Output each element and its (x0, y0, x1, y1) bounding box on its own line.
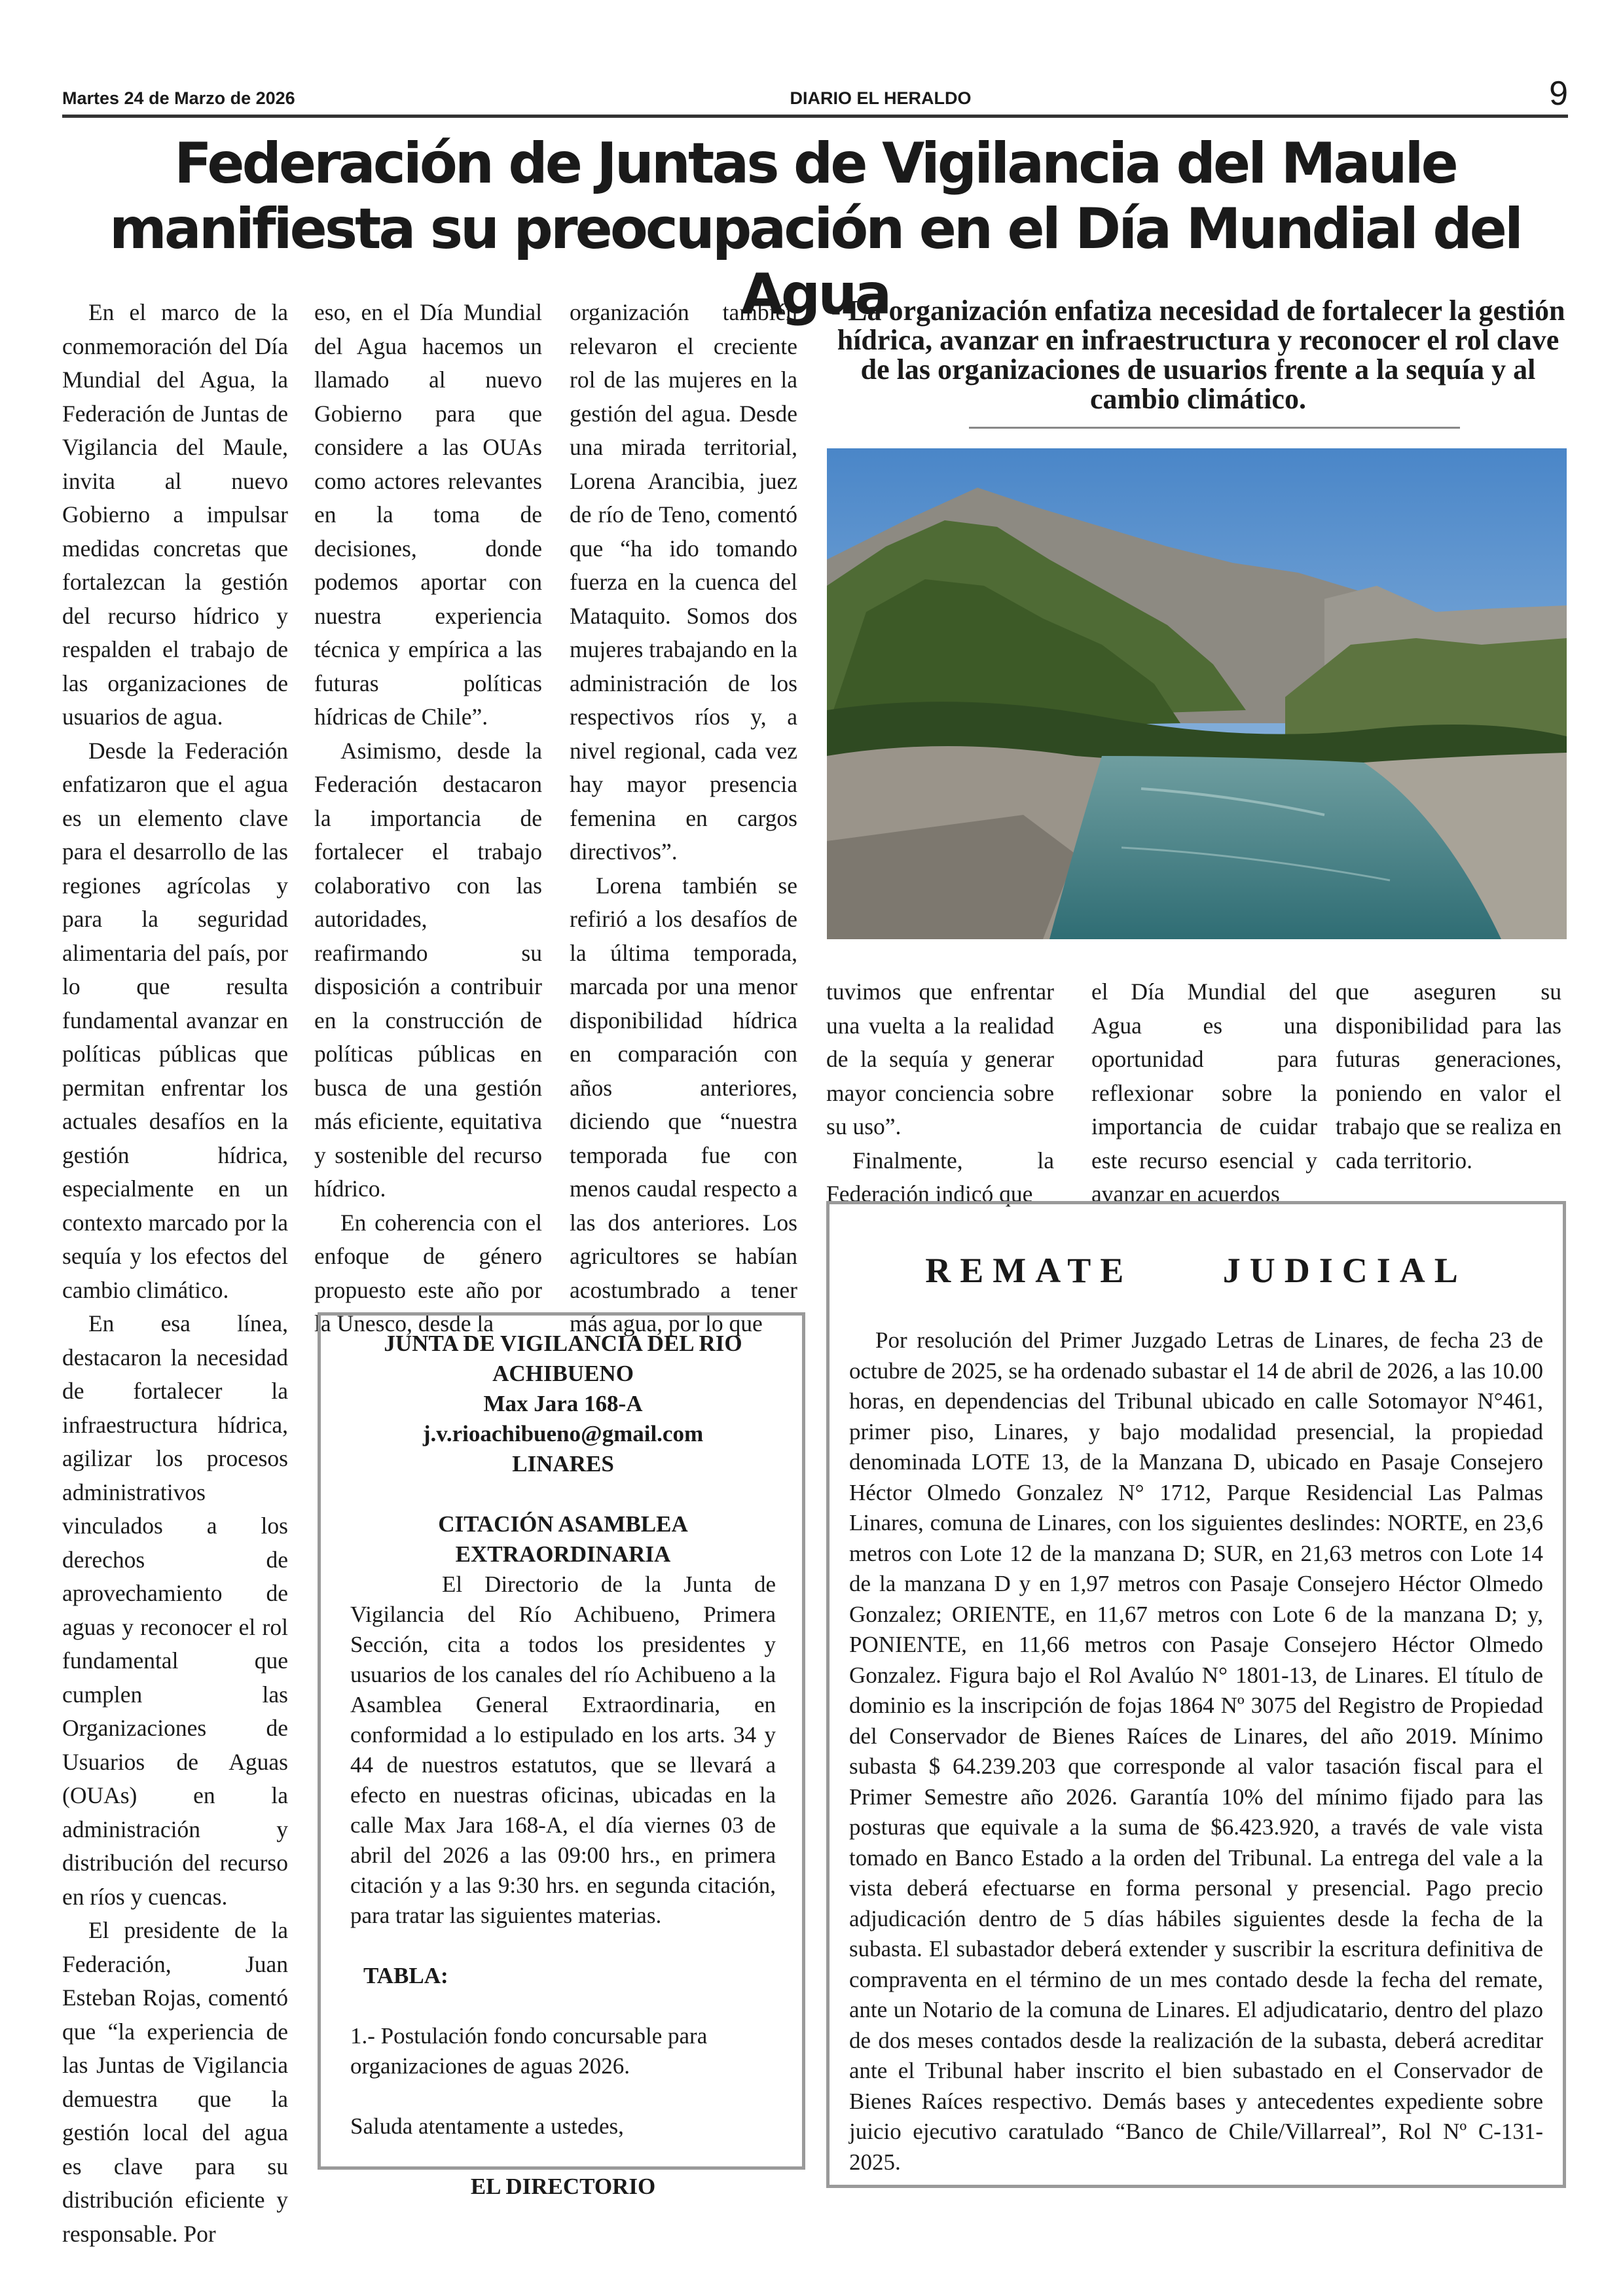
article-paragraph: Lorena también se refirió a los desafíos de la última temporada, marcada por una menor disponibilidad hídrica en comparación con años anteriores, diciendo que “nuestra temporada fue con menos caudal respecto a las dos anteriores. Los agricultores se habían acostumbrado a tener más agua, por lo que (570, 872, 797, 1336)
tabla-label: TABLA: (363, 1963, 448, 1988)
remate-body: Por resolución del Primer Juzgado Letras de Linares, de fecha 23 de octubre de 2025, se ha ordenado subastar el 14 de abril de 2026, a las 10.00 horas, en dependencias del Tribunal ubicado en calle Sotomayor N°461, primer piso, Linares, y bajo modalidad presencial, la propiedad denominada LOTE 13, de la Manzana D, ubicado en Pasaje Consejero Héctor Olmedo Gonzalez N° 1712, Parque Residencial Las Palmas Linares, comuna de Linares, con los siguientes deslindes: NORTE, en 23,6 metros con Lote 12 de la manzana D; SUR, en 21,63 metros con Lote 14 de la manzana D y en 1,97 metros con Pasaje Consejero Héctor Olmedo Gonzalez; ORIENTE, en 11,67 metros con Lote 6 de la manzana D; y, PONIENTE, en 11,66 metros con Pasaje Consejero Héctor Olmedo Gonzalez. Figura bajo el Rol Avalúo N° 1801-13, de Linares. El título de dominio es la inscripción de fojas 1864 Nº 3075 del Registro de Propiedad del Conservador de Bienes Raíces de Linares, del año 2019. Mínimo subasta $ 64.239.203 que corresponde al valor tasación fiscal para el Primer Semestre año 2026. Garantía 10% del mínimo fijado para las posturas que equivale a la suma de $6.423.920, a través de vale vista tomado en Banco Estado a la orden del Tribunal. La entrega del vale a la vista deberá efectuarse en forma personal y presencial. Pago precio adjudicación dentro de 5 días hábiles siguientes desde la fecha de la subasta. El subastador deberá extender y suscribir la escritura definitiva de compraventa en el término de un mes contado desde la fecha del remate, ante un Notario de la comuna de Linares. El adjudicatario, dentro del plazo de dos meses contados desde la realización de la subasta, deberá acreditar ante el Tribunal haber inscrito el bien subastado en el Conservador de Bienes Raíces respectivo. Demás bases y antecedentes expediente sobre juicio ejecutivo caratulado “Banco de Chile/Villarreal”, Rol Nº C-131-2025. (849, 1327, 1543, 2175)
junta-citation-notice (318, 1312, 805, 2199)
article-column-6 (1336, 975, 1561, 1177)
article-paragraph: En el marco de la conmemoración del Día Mundial del Agua, la Federación de Juntas de Vigilancia del Maule, invita al nuevo Gobierno a impulsar medidas concretas que fortalezcan la gestión del recurso hídrico y respalden el trabajo de las organizaciones de usuarios de agua. (62, 299, 288, 730)
article-paragraph: En coherencia con el enfoque de género propuesto este año por la Unesco, desde la (314, 1209, 542, 1336)
article-paragraph: En esa línea, destacaron la necesidad de fortalecer la infraestructura hídrica, agilizar los procesos administrativos vinculados a los derechos de aprovechamiento de aguas y reconocer el rol fundamental que cumplen las Organizaciones de Usuarios de Aguas (OUAs) en la administración y distribución del recurso en ríos y cuencas. (62, 1310, 288, 1910)
issue-date: Martes 24 de Marzo de 2026 (62, 88, 295, 108)
remate-title-word-1: REMATE (925, 1251, 1133, 1290)
page-header (62, 75, 1568, 121)
subheadline: - La organización enfatiza necesidad de fortalecer la gestión hídrica, avanzar en infraestructura y reconocer el rol clave de las organizaciones de usuarios frente a la sequía y al cambio climático. (831, 295, 1565, 415)
article-paragraph: que aseguren su disponibilidad para las futuras generaciones, poniendo en valor el trabajo que se realiza en cada territorio. (1336, 978, 1561, 1174)
article-paragraph: el Día Mundial del Agua es una oportunidad para reflexionar sobre la importancia de cuidar este recurso esencial y avanzar en acuerdos (1091, 978, 1317, 1207)
remate-title (830, 1250, 1563, 1291)
article-column-3 (570, 296, 797, 1341)
article-column-4 (826, 975, 1054, 1211)
signature: EL DIRECTORIO (470, 2174, 656, 2199)
junta-email: j.v.rioachibueno@gmail.com (422, 1421, 704, 1446)
citation-title-line-2: EXTRAORDINARIA (455, 1541, 671, 1567)
article-paragraph: Finalmente, la Federación indicó que (826, 1147, 1054, 1207)
article-paragraph: El presidente de la Federación, Juan Esteban Rojas, comentó que “la experiencia de las Juntas de Vigilancia demuestra que la gestión local del agua es clave para su distribución eficiente y responsable. Por (62, 1917, 288, 2247)
newspaper-name: DIARIO EL HERALDO (790, 88, 972, 108)
river-valley-photo (827, 448, 1567, 939)
greeting: Saluda atentamente a ustedes, (350, 2113, 624, 2139)
remate-title-word-2: JUDICIAL (1222, 1251, 1467, 1290)
junta-city: LINARES (512, 1451, 614, 1477)
remate-judicial-notice (826, 1201, 1566, 2188)
article-column-1 (62, 296, 288, 2251)
article-paragraph: Desde la Federación enfatizaron que el agua es un elemento clave para el desarrollo de las regiones agrícolas y para la seguridad alimentaria del país, por lo que resulta fundamental avanzar en políticas públicas que permitan enfrentar los actuales desafíos en la gestión hídrica, especialmente en un contexto marcado por la sequía y los efectos del cambio climático. (62, 737, 288, 1303)
article-paragraph: eso, en el Día Mundial del Agua hacemos un llamado al nuevo Gobierno para que considere a las OUAs como actores relevantes en la toma de decisiones, donde podemos aportar con nuestra experiencia técnica y empírica a las futuras políticas hídricas de Chile”. (314, 299, 542, 730)
landscape-illustration (827, 448, 1567, 939)
headline-line-1: Federación de Juntas de Vigilancia del Maule (174, 131, 1456, 196)
article-paragraph: tuvimos que enfrentar una vuelta a la realidad de la sequía y generar mayor conciencia sobre su uso”. (826, 978, 1054, 1139)
article-paragraph: organización también relevaron el creciente rol de las mujeres en la gestión del agua. Desde una mirada territorial, Lorena Arancibia, juez de río de Teno, comentó que “ha ido tomando fuerza en la cuenca del Mataquito. Somos dos mujeres trabajando en la administración de los respectivos ríos y, a nivel regional, cada vez hay mayor presencia femenina en cargos directivos”. (570, 299, 797, 865)
junta-org-line-2: ACHIBUENO (492, 1361, 634, 1386)
junta-address: Max Jara 168-A (483, 1391, 643, 1416)
page-number: 9 (1549, 75, 1568, 113)
junta-org-line-1: JUNTA DE VIGILANCIA DEL RIO (384, 1331, 742, 1356)
article-column-5 (1091, 975, 1317, 1211)
article-paragraph: Asimismo, desde la Federación destacaron la importancia de fortalecer el trabajo colaborativo con las autoridades, reafirmando su disposición a contribuir en la construcción de políticas públicas en busca de una gestión más eficiente, equitativa y sostenible del recurso hídrico. (314, 737, 542, 1202)
citation-title-line-1: CITACIÓN ASAMBLEA (438, 1511, 688, 1537)
subheadline-rule (969, 427, 1460, 429)
tabla-item: 1.- Postulación fondo concursable para organizaciones de aguas 2026. (350, 2023, 708, 2079)
article-column-2 (314, 296, 542, 1341)
header-rule (62, 115, 1568, 118)
citation-body: El Directorio de la Junta de Vigilancia del Río Achibueno, Primera Sección, cita a todos los presidentes y usuarios de los canales del río Achibueno a la Asamblea General Extraordinaria, en conformidad a lo estipulado en los arts. 34 y 44 de nuestros estatutos, que se llevará a efecto en nuestras oficinas, ubicadas en la calle Max Jara 168-A, el día viernes 03 de abril del 2026 a las 09:00 hrs., en primera citación y a las 9:30 hrs. en segunda citación, para tratar las siguientes materias. (350, 1571, 776, 1928)
headline-line-2: manifiesta su preocupación en el Día Mundial del Agua (109, 196, 1522, 327)
